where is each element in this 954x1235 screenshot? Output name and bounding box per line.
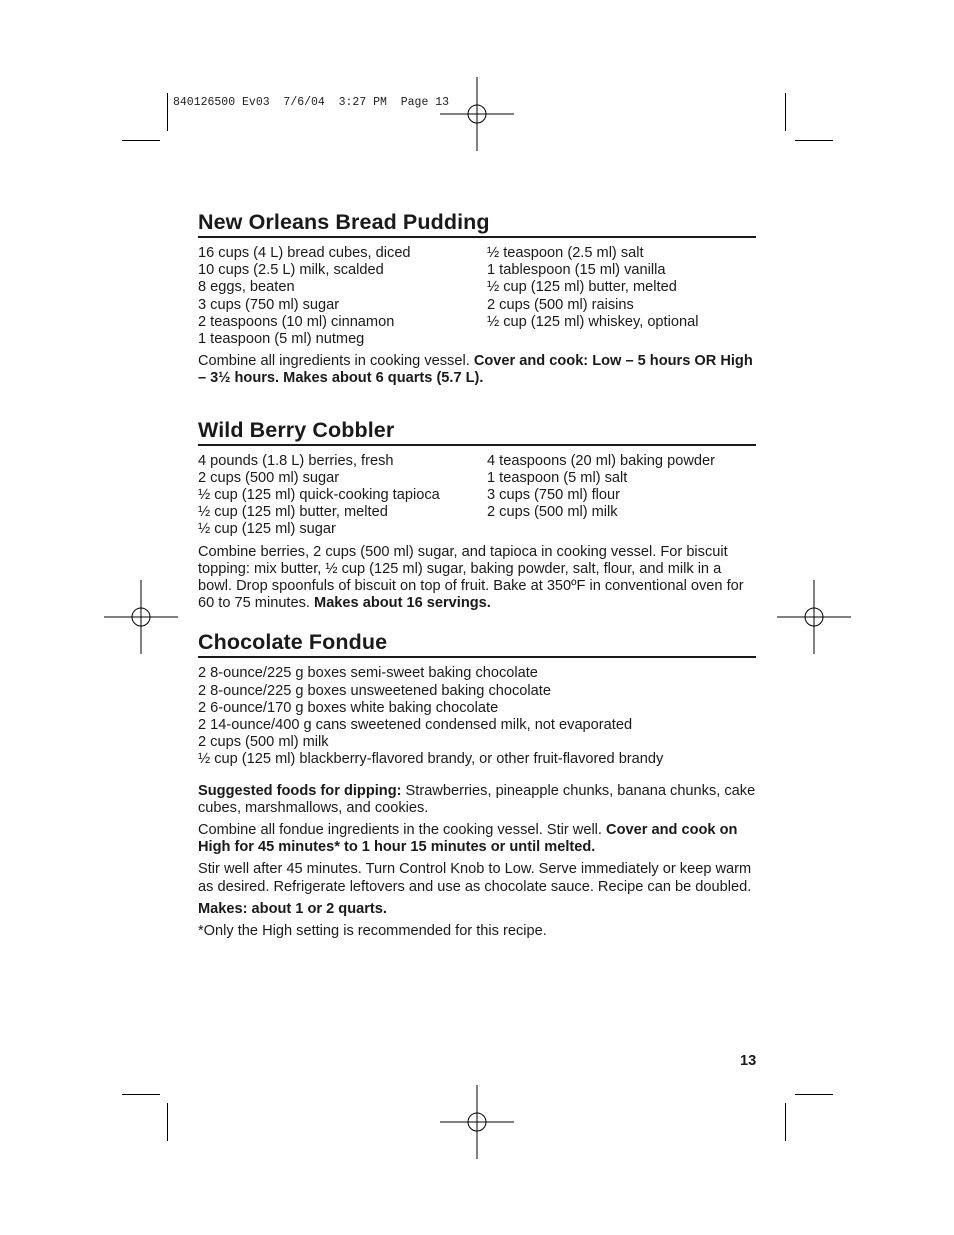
registration-mark-bottom-icon xyxy=(440,1085,514,1159)
crop-mark-bottom-left-vertical xyxy=(167,1103,168,1141)
fondue-footnote: *Only the High setting is recommended for this recipe. xyxy=(198,923,547,940)
ingredient-item: 1 tablespoon (15 ml) vanilla xyxy=(487,262,666,279)
ingredient-item: 4 pounds (1.8 L) berries, fresh xyxy=(198,452,394,469)
ingredient-list-right xyxy=(487,453,715,539)
crop-mark-top-right-horizontal xyxy=(795,140,833,141)
fondue-step-1 xyxy=(198,822,756,856)
step-text: Combine all fondue ingredients in the cooking vessel. Stir well. xyxy=(198,822,602,839)
recipe-page-content xyxy=(198,210,756,940)
ingredient-item: ½ cup (125 ml) butter, melted xyxy=(487,279,677,296)
dipping-label: Suggested foods for dipping: xyxy=(198,782,402,799)
ingredient-item: 8 eggs, beaten xyxy=(198,279,295,296)
ingredient-item: ½ cup (125 ml) whiskey, optional xyxy=(487,313,699,330)
crop-mark-bottom-right-vertical xyxy=(785,1103,786,1141)
crop-mark-top-right-vertical xyxy=(785,93,786,131)
page-number: 13 xyxy=(740,1053,757,1069)
yield-text: Makes: about 1 or 2 quarts. xyxy=(198,900,387,917)
crop-mark-top-left-horizontal xyxy=(122,140,160,141)
directions-bold-text: Cover and cook: Low – 5 hours OR High – 3½ hours. Makes about 6 quarts (5.7 L). xyxy=(198,353,753,387)
ingredient-list-right xyxy=(487,245,698,348)
recipe-title: New Orleans Bread Pudding xyxy=(198,210,756,238)
ingredient-item: 16 cups (4 L) bread cubes, diced xyxy=(198,245,411,261)
ingredient-item: 2 8-ounce/225 g boxes unsweetened baking chocolate xyxy=(198,682,551,699)
ingredient-list-left xyxy=(198,245,487,348)
ingredient-columns xyxy=(198,245,756,348)
recipe-chocolate-fondue xyxy=(198,630,756,940)
dipping-suggestions xyxy=(198,783,756,817)
ingredient-item: 3 cups (750 ml) flour xyxy=(487,487,621,504)
registration-mark-right-icon xyxy=(777,580,851,654)
crop-mark-bottom-right-horizontal xyxy=(795,1094,833,1095)
ingredient-item: 2 cups (500 ml) sugar xyxy=(198,469,340,486)
recipe-title: Chocolate Fondue xyxy=(198,630,756,658)
ingredient-item: ½ teaspoon (2.5 ml) salt xyxy=(487,245,644,261)
directions-bold-text: Makes about 16 servings. xyxy=(314,595,491,612)
recipe-title: Wild Berry Cobbler xyxy=(198,418,756,446)
ingredient-item: 2 cups (500 ml) milk xyxy=(487,504,618,521)
ingredient-item: 3 cups (750 ml) sugar xyxy=(198,296,340,313)
recipe-bread-pudding xyxy=(198,210,756,388)
ingredient-item: ½ cup (125 ml) butter, melted xyxy=(198,504,388,521)
dipping-text: Strawberries, pineapple chunks, banana chunks, cake cubes, marshmallows, and cookies. xyxy=(198,782,756,816)
step-bold-text: Cover and cook on High for 45 minutes* to 1 hour 15 minutes or until melted. xyxy=(198,822,738,856)
ingredient-item: 1 teaspoon (5 ml) nutmeg xyxy=(198,331,365,348)
registration-mark-top-icon xyxy=(440,77,514,151)
ingredient-item: 2 14-ounce/400 g cans sweetened condensed milk, not evaporated xyxy=(198,717,633,734)
ingredient-columns xyxy=(198,453,756,539)
fondue-step-2: Stir well after 45 minutes. Turn Control Knob to Low. Serve immediately or keep warm as desired. Refrigerate leftovers and use as chocolate sauce. Recipe can be doubled. xyxy=(198,861,752,895)
ingredient-list xyxy=(198,665,756,768)
directions-text: Combine berries, 2 cups (500 ml) sugar, and tapioca in cooking vessel. For biscuit topping: mix butter, ½ cup (125 ml) sugar, baking powder, salt, flour, and milk in a bowl. Drop spoonfuls of biscuit on top of fruit. Bake at 350ºF in conventional oven for 60 to 75 minutes. xyxy=(198,543,744,612)
recipe-directions xyxy=(198,544,756,613)
ingredient-item: 10 cups (2.5 L) milk, scalded xyxy=(198,262,384,279)
directions-text: Combine all ingredients in cooking vessel. xyxy=(198,353,470,370)
ingredient-item: 2 8-ounce/225 g boxes semi-sweet baking chocolate xyxy=(198,665,538,682)
ingredient-item: 4 teaspoons (20 ml) baking powder xyxy=(487,452,715,469)
ingredient-item: 2 6-ounce/170 g boxes white baking chocolate xyxy=(198,699,499,716)
recipe-wild-berry-cobbler xyxy=(198,418,756,613)
ingredient-item: ½ cup (125 ml) sugar xyxy=(198,521,336,538)
printer-slug: 840126500 Ev03 7/6/04 3:27 PM Page 13 xyxy=(173,96,450,109)
crop-mark-bottom-left-horizontal xyxy=(122,1094,160,1095)
ingredient-item: 2 cups (500 ml) milk xyxy=(198,734,329,751)
recipe-directions xyxy=(198,353,756,387)
ingredient-item: ½ cup (125 ml) blackberry-flavored brandy, or other fruit-flavored brandy xyxy=(198,751,664,768)
ingredient-item: 2 cups (500 ml) raisins xyxy=(487,296,634,313)
registration-mark-left-icon xyxy=(104,580,178,654)
ingredient-item: 1 teaspoon (5 ml) salt xyxy=(487,469,628,486)
ingredient-list-left xyxy=(198,453,487,539)
ingredient-item: 2 teaspoons (10 ml) cinnamon xyxy=(198,313,395,330)
crop-mark-top-left-vertical xyxy=(167,93,168,131)
ingredient-item: ½ cup (125 ml) quick-cooking tapioca xyxy=(198,487,440,504)
fondue-yield xyxy=(198,901,756,918)
